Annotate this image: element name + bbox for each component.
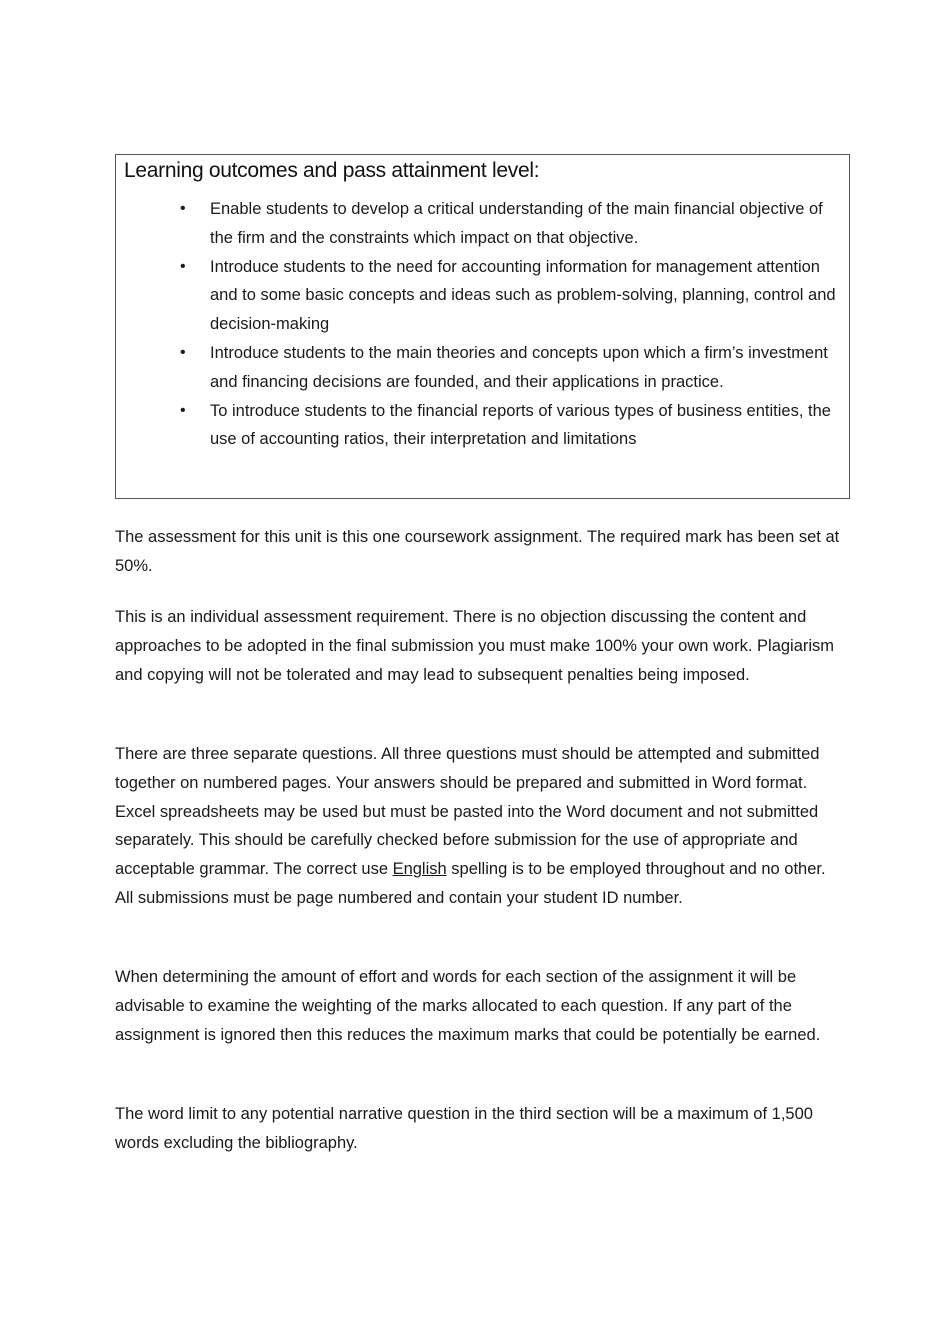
assessment-paragraph: The assessment for this unit is this one coursework assignment. The required mark has been set at 50%. — [115, 528, 840, 575]
list-item — [116, 253, 850, 339]
effort-paragraph — [115, 963, 845, 1049]
outcome-text: To introduce students to the financial reports of various types of business entities, the use of accounting ratios, their interpretation and limitations — [210, 401, 831, 449]
questions-paragraph — [115, 740, 845, 913]
english-underlined-word: English — [392, 860, 447, 879]
effort-text: When determining the amount of effort and words for each section of the assignment it will be advisable to examine the weighting of the marks allocated to each question. If any part of the assignment is ignored then this reduces the maximum marks that could be potentially be earned. — [115, 968, 821, 1044]
individual-assessment-paragraph: This is an individual assessment requirement. There is no objection discussing the content and approaches to be adopted in the final submission you must make 100% your own work. Plagiarism and copying will not be tolerated and may lead to subsequent penalties being imposed. — [115, 608, 835, 684]
bullet-icon: • — [180, 257, 186, 275]
questions-text-after: spelling is to be employed throughout and no other. All submissions must be page numbered and contain your student ID number. — [115, 860, 826, 907]
outcome-text: Introduce students to the main theories and concepts upon which a firm’s investment and financing decisions are founded, and their applications in practice. — [210, 343, 828, 391]
outcome-text: Enable students to develop a critical understanding of the main financial objective of the firm and the constraints which impact on that objective. — [210, 200, 823, 247]
list-item — [116, 339, 850, 397]
bullet-icon: • — [180, 200, 186, 217]
word-limit-paragraph: The word limit to any potential narrative question in the third section will be a maximum of 1,500 words excluding the bibliography. — [115, 1105, 813, 1152]
list-item — [116, 195, 850, 253]
learning-outcomes-heading: Learning outcomes and pass attainment level: — [124, 159, 540, 182]
learning-outcomes-box — [115, 154, 850, 499]
list-item — [116, 397, 850, 455]
learning-outcomes-list — [116, 195, 850, 454]
questions-text-before: There are three separate questions. All three questions must should be attempted and submitted together on numbered pages. Your answers should be prepared and submitted in Word format. Excel spreadsheets may be used but must be pasted into the Word document and not submitted separately. This should be carefully checked before submission for the use of appropriate and acceptable grammar. The correct use — [115, 745, 820, 879]
bullet-icon: • — [180, 343, 186, 361]
outcome-text: Introduce students to the need for accounting information for management attention and to some basic concepts and ideas such as problem-solving, planning, control and decision-making — [210, 257, 836, 334]
bullet-icon: • — [180, 401, 186, 419]
